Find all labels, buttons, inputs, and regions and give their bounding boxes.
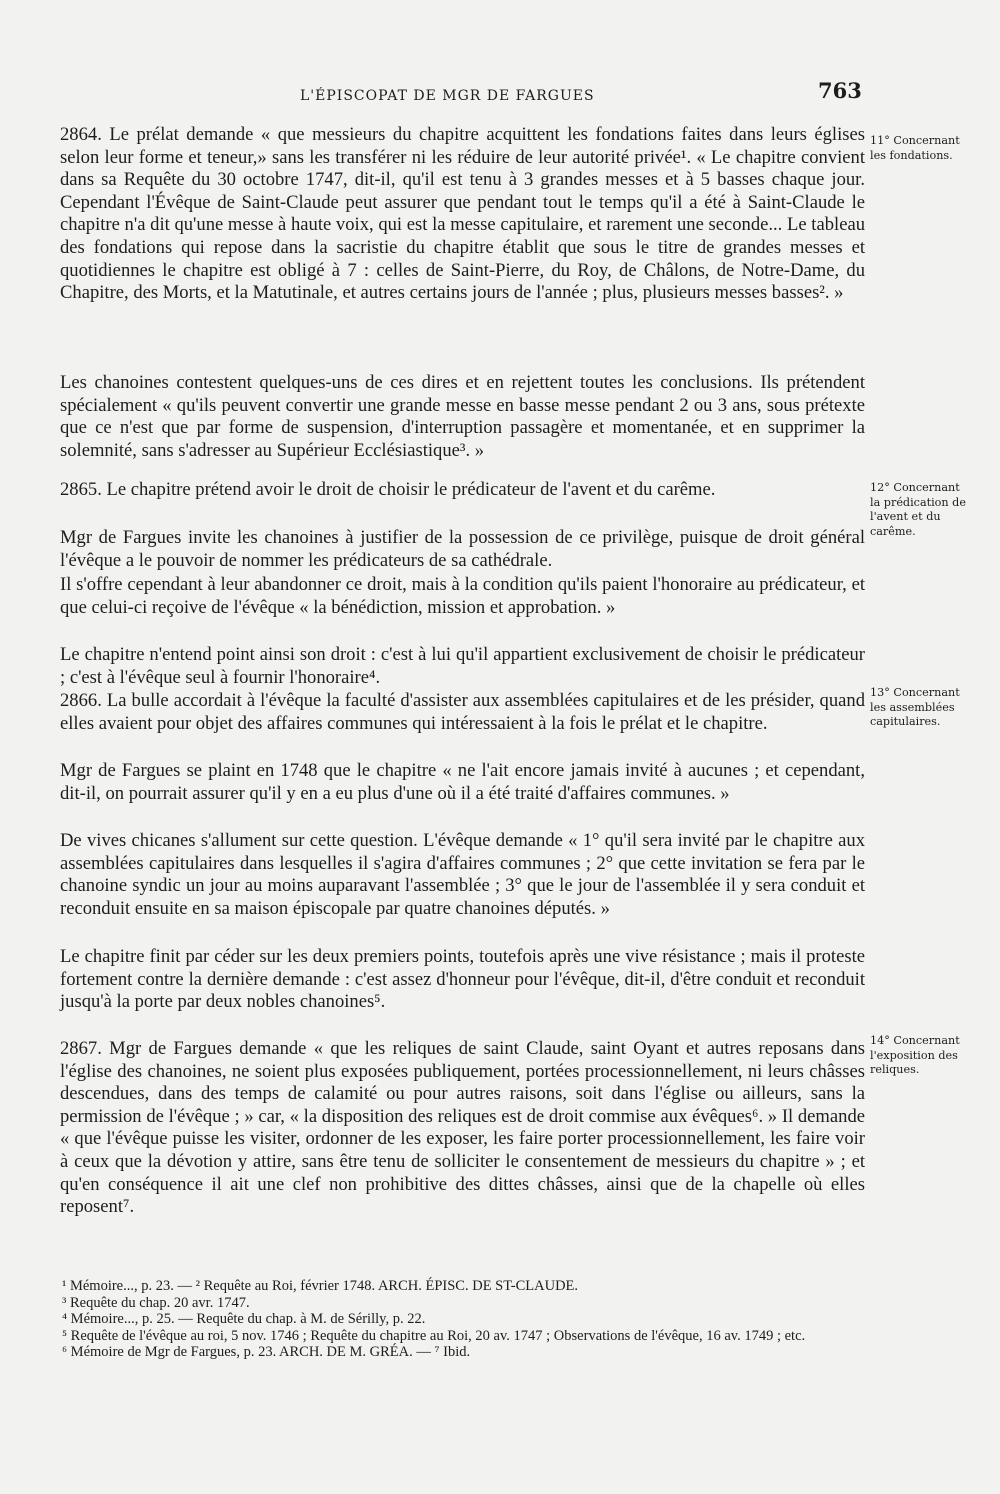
paragraph-2866: 2866. La bulle accordait à l'évêque la faculté d'assister aux assemblées capitulaires et de les présider, quand elles avaient pour objet des affaires communes qui intéressaient à la fois le prélat et le chapitre.: [60, 690, 865, 734]
footnote-1-2: ¹ Mémoire..., p. 23. — ² Requête au Roi, février 1748. ARCH. ÉPISC. DE ST-CLAUDE.: [62, 1278, 579, 1294]
paragraph-fargues-plaint: Mgr de Fargues se plaint en 1748 que le chapitre « ne l'ait encore jamais invité à aucunes ; et cependant, dit-il, on pourrait assurer qu'il y en a eu plus d'une où il a été traité d'affaires communes. »: [60, 760, 865, 804]
footnote-6-7: ⁶ Mémoire de Mgr de Fargues, p. 23. ARCH. DE M. GRÉA. — ⁷ Ibid.: [62, 1344, 471, 1360]
footnote-5: ⁵ Requête de l'évêque au roi, 5 nov. 1746 ; Requête du chapitre au Roi, 20 av. 1747 ; Observations de l'évêque, 16 av. 1749 ; etc.: [62, 1327, 806, 1344]
paragraph-fargues-invite: Mgr de Fargues invite les chanoines à justifier de la possession de ce privilège, puisque de droit général l'évêque a le pouvoir de nommer les prédicateurs de sa cathédrale.: [60, 527, 865, 571]
paragraph-il-soffre: Il s'offre cependant à leur abandonner ce droit, mais à la condition qu'ils paient l'honoraire au prédicateur, et que celui-ci reçoive de l'évêque « la bénédiction, mission et approbation. »: [60, 574, 865, 618]
paragraph-chapitre-finit: Le chapitre finit par céder sur les deux premiers points, toutefois après une vive résistance ; mais il proteste fortement contre la dernière demande : c'est assez d'honneur pour l'évêque, dit-il, d'être conduit et reconduit jusqu'à la porte par deux nobles chanoines⁵.: [60, 946, 865, 1013]
sidenote-predication: 12° Concernant la prédication de l'avent et du carême.: [870, 481, 966, 538]
paragraph-2867: 2867. Mgr de Fargues demande « que les reliques de saint Claude, saint Oyant et autres reposans dans l'église des chanoines, ne soient plus exposées publiquement, portées processionnellement, ni leurs châsses descendues, dans des temps de calamité ou pour autres raisons, soit dans l'église ou ailleurs, sans la permission de l'évêque ; » car, « la disposition des reliques est de droit commise aux évêques⁶. » Il demande « que l'évêque puisse les visiter, ordonner de les exposer, les faire porter processionnellement, les faire voir à ceux que la dévotion y attire, sans être tenu de solliciter le consentement de messieurs du chapitre » ; et qu'en conséquence il ait une clef non prohibitive des dittes châsses, ainsi que de la chapelle où elles reposent⁷.: [60, 1038, 865, 1218]
running-head: L'ÉPISCOPAT DE MGR DE FARGUES: [300, 88, 595, 104]
sidenote-reliques: 14° Concernant l'exposition des reliques.: [870, 1034, 960, 1076]
sidenote-assemblees: 13° Concernant les assemblées capitulaires.: [870, 686, 960, 728]
page-number: 763: [818, 78, 862, 103]
paragraph-vives-chicanes: De vives chicanes s'allument sur cette question. L'évêque demande « 1° qu'il sera invité par le chapitre aux assemblées capitulaires dans lesquelles il s'agira d'affaires communes ; 2° que cette invitation se fera par le chanoine syndic un jour au moins auparavant l'assemblée ; 3° que le jour de l'assemblée il y sera conduit et reconduit ensuite en sa maison épiscopale par quatre chanoines députés. »: [60, 830, 865, 919]
footnote-4: ⁴ Mémoire..., p. 25. — Requête du chap. à M. de Sérilly, p. 22.: [62, 1311, 426, 1327]
sidenote-fondations: 11° Concernant les fondations.: [870, 134, 960, 162]
paragraph-2864: 2864. Le prélat demande « que messieurs du chapitre acquittent les fondations faites dans leurs églises selon leur forme et teneur,» sans les transférer ni les réduire de leur autorité privée¹. « Le chapitre convient dans sa Requête du 30 octobre 1747, dit-il, qu'il est tenu à 3 grandes messes et à 5 basses chaque jour. Cependant l'Évêque de Saint-Claude peut assurer que pendant tout le temps qu'il a été à Saint-Claude le chapitre n'a dit qu'une messe à haute voix, qui est la messe capitulaire, et rarement une seconde... Le tableau des fondations qui repose dans la sacristie du chapitre établit que sous le titre de grandes messes et quotidiennes le chapitre est obligé à 7 : celles de Saint-Pierre, du Roy, de Châlons, de Notre-Dame, du Chapitre, des Morts, et la Matutinale, et autres certains jours de l'année ; plus, plusieurs messes basses². »: [60, 124, 865, 304]
paragraph-2865: 2865. Le chapitre prétend avoir le droit de choisir le prédicateur de l'avent et du carême.: [60, 479, 716, 500]
footnote-3: ³ Requête du chap. 20 avr. 1747.: [62, 1294, 250, 1311]
footnotes: [62, 1278, 862, 1361]
paragraph-chanoines-contestent: Les chanoines contestent quelques-uns de ces dires et en rejettent toutes les conclusions. Ils prétendent spécialement « qu'ils peuvent convertir une grande messe en basse messe pendant 2 ou 3 ans, sous prétexte que ce n'est que par forme de suspension, d'interruption passagère et momentanée, et en supprimer la solemnité, sans s'adresser au Supérieur Ecclésiastique³. »: [60, 372, 865, 461]
main-text: [60, 124, 865, 1219]
paragraph-chapitre-nentend: Le chapitre n'entend point ainsi son droit : c'est à lui qu'il appartient exclusivement de choisir le prédicateur ; c'est à l'évêque seul à fournir l'honoraire⁴.: [60, 644, 865, 688]
